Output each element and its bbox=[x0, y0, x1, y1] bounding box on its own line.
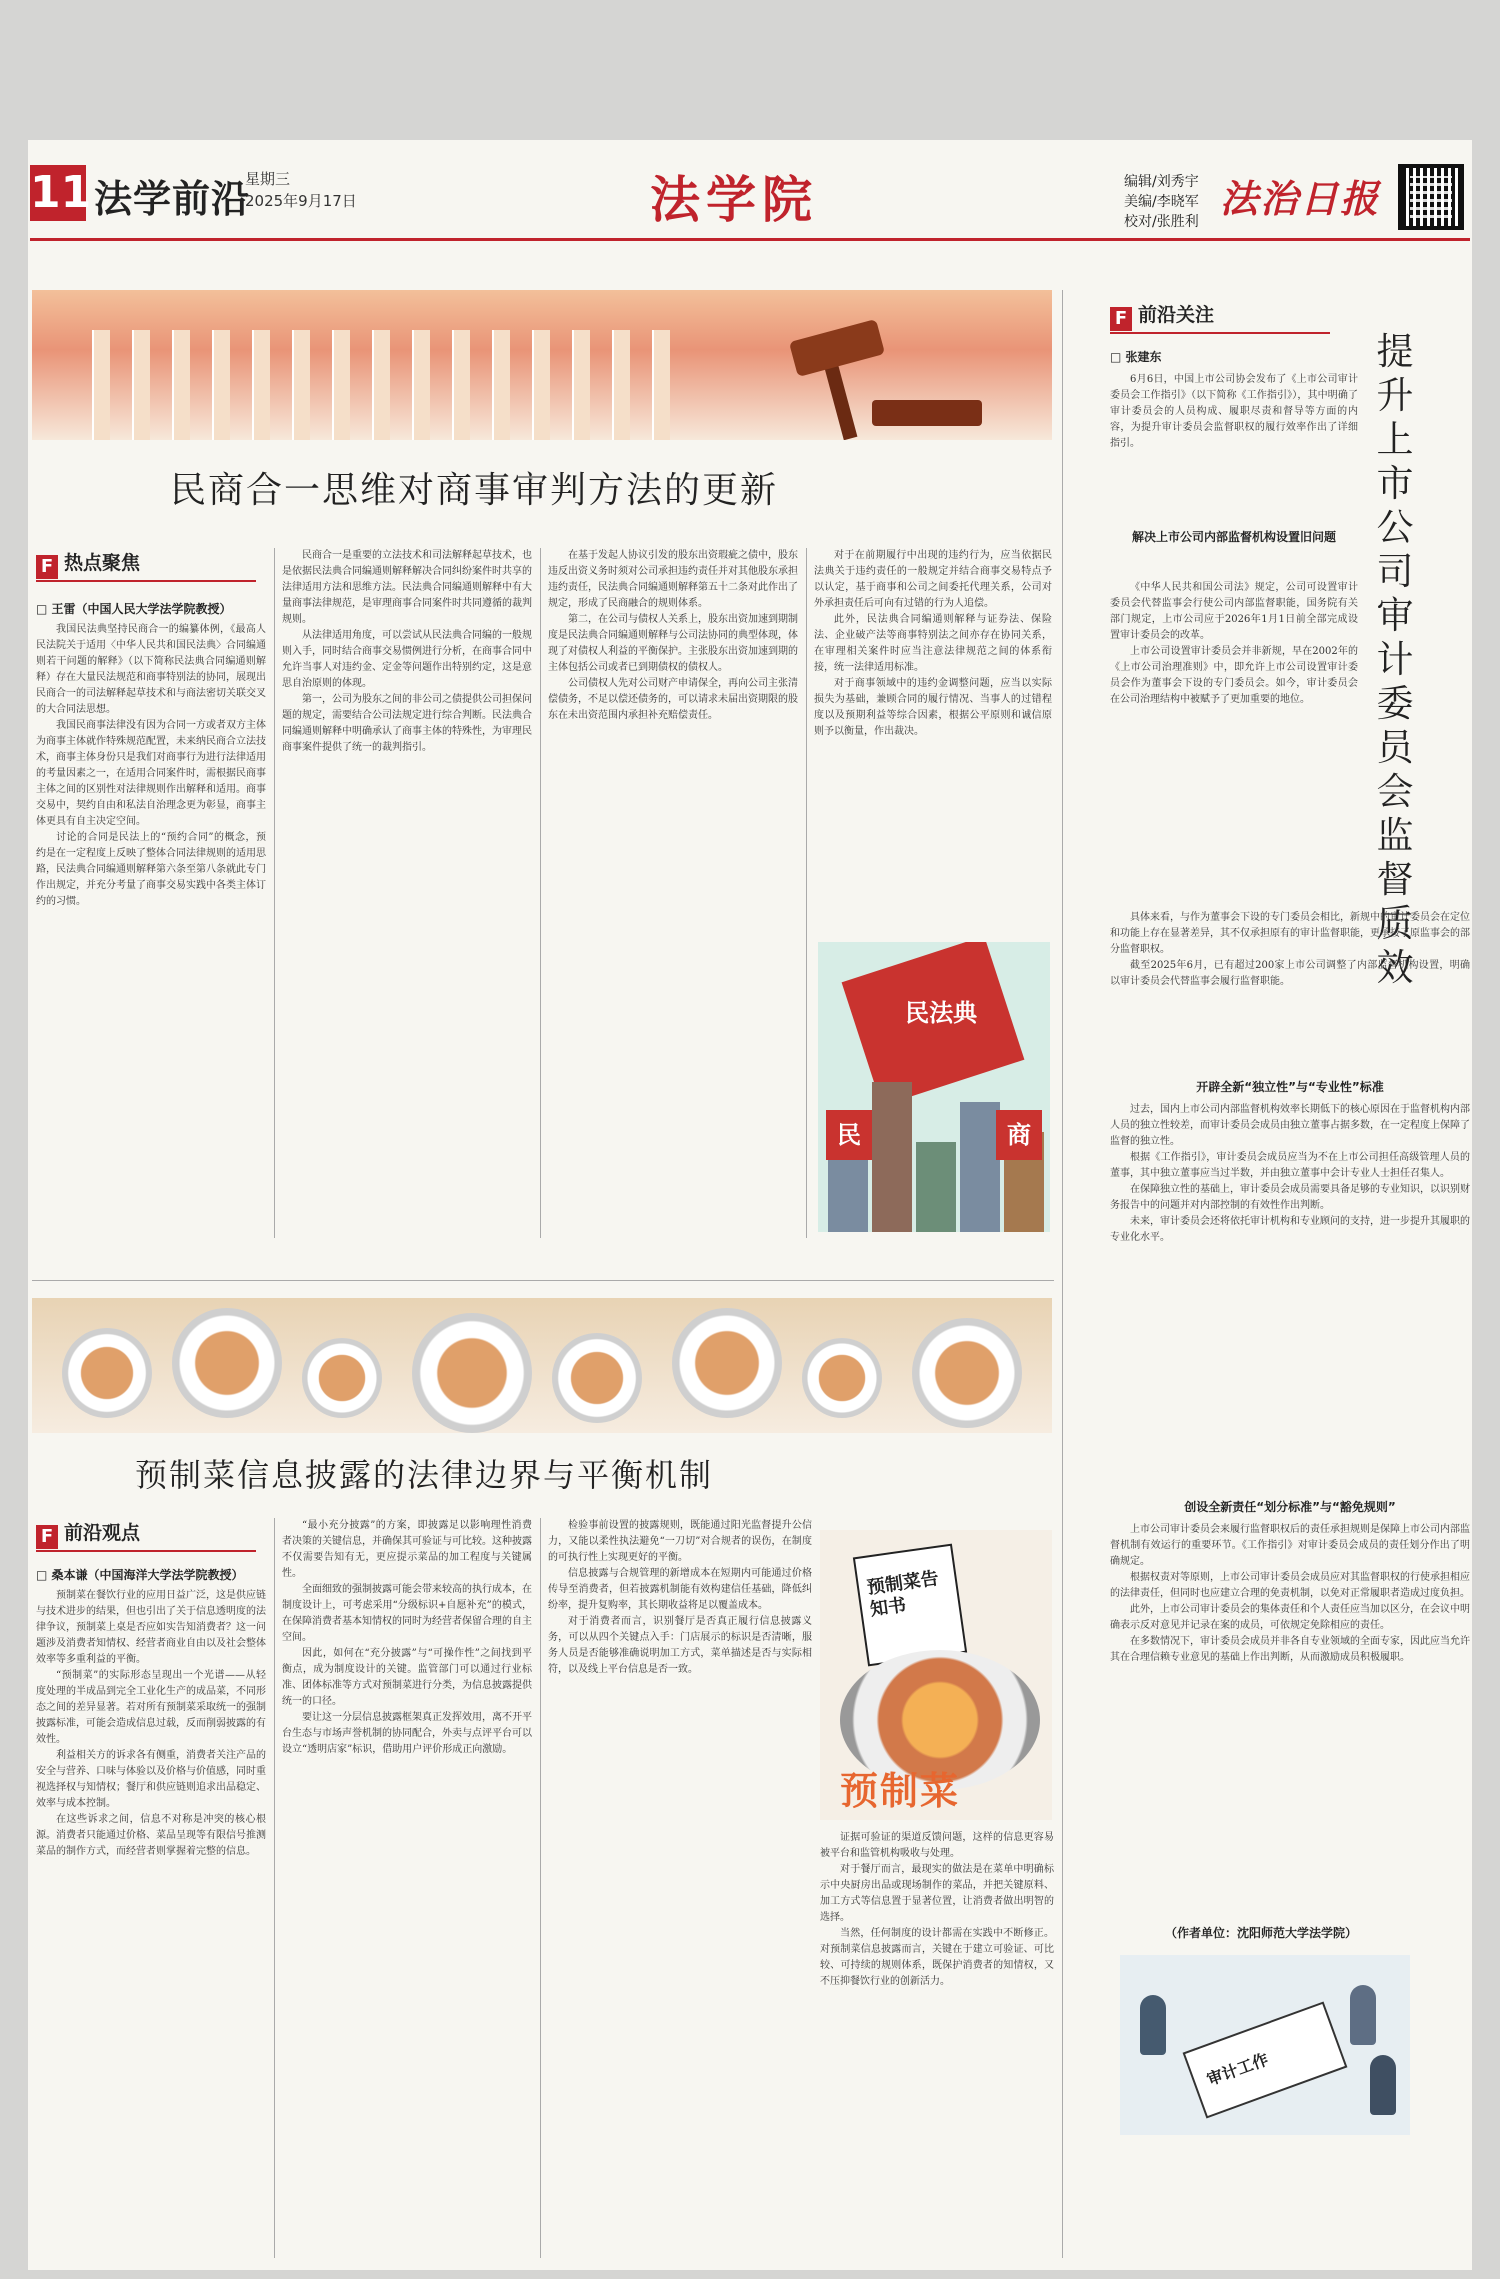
paragraph: 公司债权人先对公司财产申请保全，再向公司主张清偿债务，不足以偿还债务的，可以请求未届出资期限的股东在未出资范围内承担补充赔偿责任。 bbox=[548, 678, 798, 721]
paragraph: 当然，任何制度的设计都需在实践中不断修正。对预制菜信息披露而言，关键在于建立可验证、可比较、可持续的规则体系，既保护消费者的知情权，又不压抑餐饮行业的创新活力。 bbox=[820, 1928, 1054, 1987]
article3-section3 bbox=[1110, 1522, 1470, 1917]
editor-credits bbox=[1124, 172, 1199, 232]
sign-label: 审计工作 bbox=[1204, 2049, 1271, 2090]
article3-subhead-1: 解决上市公司内部监督机构设置旧问题 bbox=[1131, 530, 1336, 544]
section-divider bbox=[32, 1280, 1054, 1281]
paragraph: 证据可验证的渠道反馈问题，这样的信息更容易被平台和监管机构吸收与处理。 bbox=[820, 1832, 1054, 1859]
issue-date: 2025年9月17日 bbox=[245, 192, 357, 210]
audit-sign-icon bbox=[1183, 2001, 1348, 2118]
newspaper-logo: 法治日报 bbox=[1220, 176, 1381, 221]
qr-code-icon bbox=[1398, 164, 1464, 230]
article3-section1-b bbox=[1110, 910, 1470, 1060]
paragraph: “预制菜”的实际形态呈现出一个光谱——从轻度处理的半成品到完全工业化生产的成品菜，不同形态之间的差异显著。若对所有预制菜采取统一的强制披露标准，可能会造成信息过载，反而削弱披露的有效性。 bbox=[36, 1670, 266, 1745]
article2-byline: □ 桑本谦（中国海洋大学法学院教授） bbox=[36, 1568, 244, 1582]
editor-credit: 美编/李晓军 bbox=[1124, 194, 1199, 210]
f-logo-icon: F bbox=[1110, 307, 1132, 331]
editor-credit: 校对/张胜利 bbox=[1124, 214, 1199, 230]
article1-col3 bbox=[548, 548, 798, 1238]
article2-col1 bbox=[36, 1588, 266, 2258]
notice-label: 预制菜告知书 bbox=[865, 1567, 941, 1621]
paragraph: 对于在前期履行中出现的违约行为，应当依据民法典关于违约责任的一般规定并结合商事交易特点予以认定，基于商事和公司之间委托代理关系，公司对外承担责任后可向有过错的行为人追偿。 bbox=[814, 550, 1052, 609]
article3-byline: □ 张建东 bbox=[1110, 350, 1162, 364]
civil-code-book-icon bbox=[842, 942, 1025, 1106]
article3-section1-a bbox=[1110, 580, 1358, 910]
paragraph: 我国民法典坚持民商合一的编纂体例，《最高人民法院关于适用〈中华人民共和国民法典〉合同编通则若干问题的解释》（以下简称民法典合同编通则解释）存在大量民法规范和商事特别法的协同，展现出民商合一的司法解释起草技术和与商法密切关联交叉的大合同法思想。 bbox=[36, 624, 266, 715]
paragraph: 在这些诉求之间，信息不对称是冲突的核心根源。消费者只能通过价格、菜品呈现等有限信号推测菜品的制作方式，而经营者则掌握着完整的信息。 bbox=[36, 1814, 266, 1857]
article3-title: 提升上市公司审计委员会监督质效 bbox=[1376, 330, 1414, 989]
paragraph: 因此，如何在“充分披露”与“可操作性”之间找到平衡点，成为制度设计的关键。监管部门可以通过行业标准、团体标准等方式对预制菜进行分类，为信息披露提供统一的口径。 bbox=[282, 1648, 532, 1707]
column-divider bbox=[540, 1518, 541, 2258]
article2-col2 bbox=[282, 1518, 532, 2258]
courthouse-gavel-image bbox=[32, 290, 1052, 440]
editor-credit: 编辑/刘秀宇 bbox=[1124, 174, 1199, 190]
paragraph: 过去，国内上市公司内部监督机构效率长期低下的核心原因在于监督机构内部人员的独立性较差，而审计委员会成员由独立董事占据多数，在一定程度上保障了监督的独立性。 bbox=[1110, 1104, 1470, 1147]
paragraph: 对于餐厅而言，最现实的做法是在菜单中明确标示中央厨房出品或现场制作的菜品，并把关键原料、加工方式等信息置于显著位置，让消费者做出明智的选择。 bbox=[820, 1864, 1054, 1923]
column-divider bbox=[274, 1518, 275, 2258]
paragraph: 利益相关方的诉求各有侧重，消费者关注产品的安全与营养、口味与体验以及价格与价值感，同时重视选择权与知情权；餐厅和供应链则追求出品稳定、效率与成本控制。 bbox=[36, 1750, 266, 1809]
section-banner: 法学院 bbox=[650, 171, 818, 229]
paragraph: 根据《工作指引》，审计委员会成员应当为不在上市公司担任高级管理人员的董事，其中独立董事应当过半数，并由独立董事中会计专业人士担任召集人。 bbox=[1110, 1152, 1470, 1179]
civil-code-illustration bbox=[818, 942, 1050, 1232]
column-divider bbox=[274, 548, 275, 1238]
article3-subhead-2: 开辟全新“独立性”与“专业性”标准 bbox=[1196, 1080, 1384, 1094]
notice-sheet-icon bbox=[853, 1544, 967, 1667]
article3-column-tag: F 前沿关注 bbox=[1110, 300, 1214, 331]
paragraph: 在基于发起人协议引发的股东出资瑕疵之债中，股东违反出资义务时须对公司承担违约责任并对其他股东承担违约责任，民法典合同编通则解释第五十二条对此作出了规定，形成了民商融合的规则体系。 bbox=[548, 550, 798, 609]
paragraph: 6月6日，中国上市公司协会发布了《上市公司审计委员会工作指引》（以下简称《工作指引》），其中明确了审计委员会的人员构成、履职尽责和督导等方面的内容，为提升审计委员会监督职权的履行效率作出了详细指引。 bbox=[1110, 374, 1358, 449]
paragraph: 民商合一是重要的立法技术和司法解释起草技术，也是依据民法典合同编通则解释解决合同纠纷案件时共享的法律适用方法和思维方法。民法典合同编通则解释中有大量商事法律规范，是审理商事合同案件时共同遵循的裁判规则。 bbox=[282, 550, 532, 625]
paragraph: 具体来看，与作为董事会下设的专门委员会相比，新规中的审计委员会在定位和功能上存在显著差异，其不仅承担原有的审计监督职能，更承接了原监事会的部分监督职权。 bbox=[1110, 912, 1470, 955]
prepared-food-image bbox=[32, 1298, 1052, 1433]
article3-subhead-3: 创设全新责任“划分标准”与“豁免规则” bbox=[1184, 1500, 1396, 1514]
article2-col4 bbox=[820, 1830, 1054, 2258]
paragraph: 对于消费者而言，识别餐厅是否真正履行信息披露义务，可以从四个关键点入手：门店展示的标识是否清晰，服务人员是否能够准确说明加工方式，菜单描述是否与实际相符，以及线上平台信息是否一致。 bbox=[548, 1616, 812, 1675]
column-divider bbox=[540, 548, 541, 1238]
article3-section2 bbox=[1110, 1102, 1470, 1482]
paragraph: 预制菜在餐饮行业的应用日益广泛，这是供应链与技术进步的结果，但也引出了关于信息透明度的法律争议，预制菜上桌是否应如实告知消费者？这一问题涉及消费者知情权、经营者商业自由以及社会整体效率等多重利益的平衡。 bbox=[36, 1590, 266, 1665]
weekday: 星期三 bbox=[245, 170, 291, 188]
paragraph: 在保障独立性的基础上，审计委员会成员需要具备足够的专业知识，以识别财务报告中的问题并对内部控制的有效性作出判断。 bbox=[1110, 1184, 1470, 1211]
prepared-food-label: 预制菜 bbox=[840, 1769, 961, 1813]
paragraph: 要让这一分层信息披露框架真正发挥效用，离不开平台生态与市场声誉机制的协同配合，外卖与点评平台可以设立“透明店家”标识，借助用户评价形成正向激励。 bbox=[282, 1712, 532, 1755]
prepared-food-notice-illustration bbox=[820, 1530, 1052, 1820]
gavel-base-icon bbox=[872, 400, 982, 426]
page-number: 11 bbox=[30, 165, 86, 221]
f-logo-icon: F bbox=[36, 555, 58, 579]
paragraph: 根据权责对等原则，上市公司审计委员会成员应对其监督职权的行使承担相应的法律责任，但同时也应建立合理的免责机制，以免对正常履职者造成过度负担。 bbox=[1110, 1572, 1470, 1599]
paragraph: 在多数情况下，审计委员会成员并非各自专业领域的全面专家，因此应当允许其在合理信赖专业意见的基础上作出判断，从而激励成员积极履职。 bbox=[1110, 1636, 1470, 1663]
paragraph: 从法律适用角度，可以尝试从民法典合同编的一般规则入手，同时结合商事交易惯例进行分析，在商事合同中允许当事人对违约金、定金等问题作出特别约定，这是意思自治原则的体现。 bbox=[282, 630, 532, 689]
header-rule bbox=[30, 238, 1470, 241]
paragraph: 对于商事领域中的违约金调整问题，应当以实际损失为基础，兼顾合同的履行情况、当事人的过错程度以及预期利益等综合因素，根据公平原则和诚信原则予以衡量，作出裁决。 bbox=[814, 678, 1052, 737]
paragraph: 第一，公司为股东之间的非公司之债提供公司担保问题的规定，需要结合公司法规定进行综合判断。民法典合同编通则解释中明确承认了商事主体的特殊性，为审理民商事案件提供了统一的裁判指引。 bbox=[282, 694, 532, 753]
article1-col1 bbox=[36, 622, 266, 1242]
paragraph: 全面细致的强制披露可能会带来较高的执行成本，在制度设计上，可考虑采用“分级标识+自愿补充”的模式，在保障消费者基本知情权的同时为经营者保留合理的自主空间。 bbox=[282, 1584, 532, 1643]
article2-column-tag: F 前沿观点 bbox=[36, 1518, 140, 1549]
article3-author-note: （作者单位：沈阳师范大学法学院） bbox=[1165, 1926, 1358, 1940]
paragraph: 第二，在公司与债权人关系上，股东出资加速到期制度是民法典合同编通则解释与公司法协同的典型体现，体现了对债权人利益的平衡保护。主张股东出资加速到期的主体包括公司或者已到期债权的债权人。 bbox=[548, 614, 798, 673]
article2-title: 预制菜信息披露的法律边界与平衡机制 bbox=[135, 1456, 714, 1494]
paragraph: 未来，审计委员会还将依托审计机构和专业顾问的支持，进一步提升其履职的专业化水平。 bbox=[1110, 1216, 1470, 1243]
article2-col3 bbox=[548, 1518, 812, 2258]
paragraph: 此外，民法典合同编通则解释与证券法、保险法、企业破产法等商事特别法之间亦存在协同关系，在审理相关案件时应当注意法律规范之间的体系衔接，统一法律适用标准。 bbox=[814, 614, 1052, 673]
paragraph: 信息披露与合规管理的新增成本在短期内可能通过价格传导至消费者，但若披露机制能有效构建信任基础，降低纠纷率，提升复购率，其长期收益将足以覆盖成本。 bbox=[548, 1568, 812, 1611]
paragraph: 上市公司审计委员会来履行监督职权后的责任承担规则是保障上市公司内部监督机制有效运行的重要环节。《工作指引》对审计委员会成员的责任划分作出了明确规定。 bbox=[1110, 1524, 1470, 1567]
article3-intro bbox=[1110, 372, 1358, 512]
article1-col2 bbox=[282, 548, 532, 1238]
date-block bbox=[245, 168, 357, 212]
paragraph: 《中华人民共和国公司法》规定，公司可设置审计委员会代替监事会行使公司内部监督职能，国务院有关部门规定，上市公司应于2026年1月1日前全部完成设置审计委员会的改革。 bbox=[1110, 582, 1358, 641]
column-divider bbox=[806, 548, 807, 1238]
paragraph: 此外，上市公司审计委员会的集体责任和个人责任应当加以区分，在会议中明确表示反对意见并记录在案的成员，可依规定免除相应的责任。 bbox=[1110, 1604, 1470, 1631]
book-label: 民法典 bbox=[905, 998, 978, 1027]
article1-column-tag: F 热点聚焦 bbox=[36, 548, 140, 579]
article1-col4 bbox=[814, 548, 1052, 933]
audit-work-illustration bbox=[1120, 1955, 1410, 2135]
min-badge: 民 bbox=[826, 1110, 872, 1160]
paragraph: 上市公司设置审计委员会并非新规，早在2002年的《上市公司治理准则》中，即允许上市公司设置审计委员会作为董事会下设的专门委员会。如今，审计委员会在公司治理结构中被赋予了更加重要的地位。 bbox=[1110, 646, 1358, 705]
paragraph: 讨论的合同是民法上的“预约合同”的概念，预约是在一定程度上反映了整体合同法律规则的适用思路，民法典合同编通则解释第六条至第八条就此专门作出规定，并充分考量了商事交易实践中各类主体订约的习惯。 bbox=[36, 832, 266, 907]
f-logo-icon: F bbox=[36, 1525, 58, 1549]
shang-badge: 商 bbox=[996, 1110, 1042, 1160]
section-title: 法学前沿 bbox=[94, 177, 251, 221]
paragraph: 截至2025年6月，已有超过200家上市公司调整了内部监督机构设置，明确以审计委员会代替监事会履行监督职能。 bbox=[1110, 960, 1470, 987]
column-divider bbox=[1062, 290, 1063, 2258]
paragraph: “最小充分披露”的方案，即披露足以影响理性消费者决策的关键信息，并确保其可验证与可比较。这种披露不仅需要告知有无，更应提示菜品的加工程度与关键属性。 bbox=[282, 1520, 532, 1579]
paragraph: 检验事前设置的披露规则，既能通过阳光监督提升公信力，又能以柔性执法避免“一刀切”对合规者的误伤，在制度的可执行性上实现更好的平衡。 bbox=[548, 1520, 812, 1563]
paragraph: 我国民商事法律没有因为合同一方或者双方主体为商事主体就作特殊规范配置，未来纳民商合立法技术，商事主体身份只是我们对商事行为进行法律适用的考量因素之一，在适用合同案件时，需根据民商事主体之间的区别性对法律规则作出解释和适用。商事交易中，契约自由和私法自治理念更为彰显，商事主体更具有自主决定空间。 bbox=[36, 720, 266, 827]
article1-title: 民商合一思维对商事审判方法的更新 bbox=[170, 470, 779, 511]
article1-byline: □ 王雷（中国人民大学法学院教授） bbox=[36, 602, 232, 616]
